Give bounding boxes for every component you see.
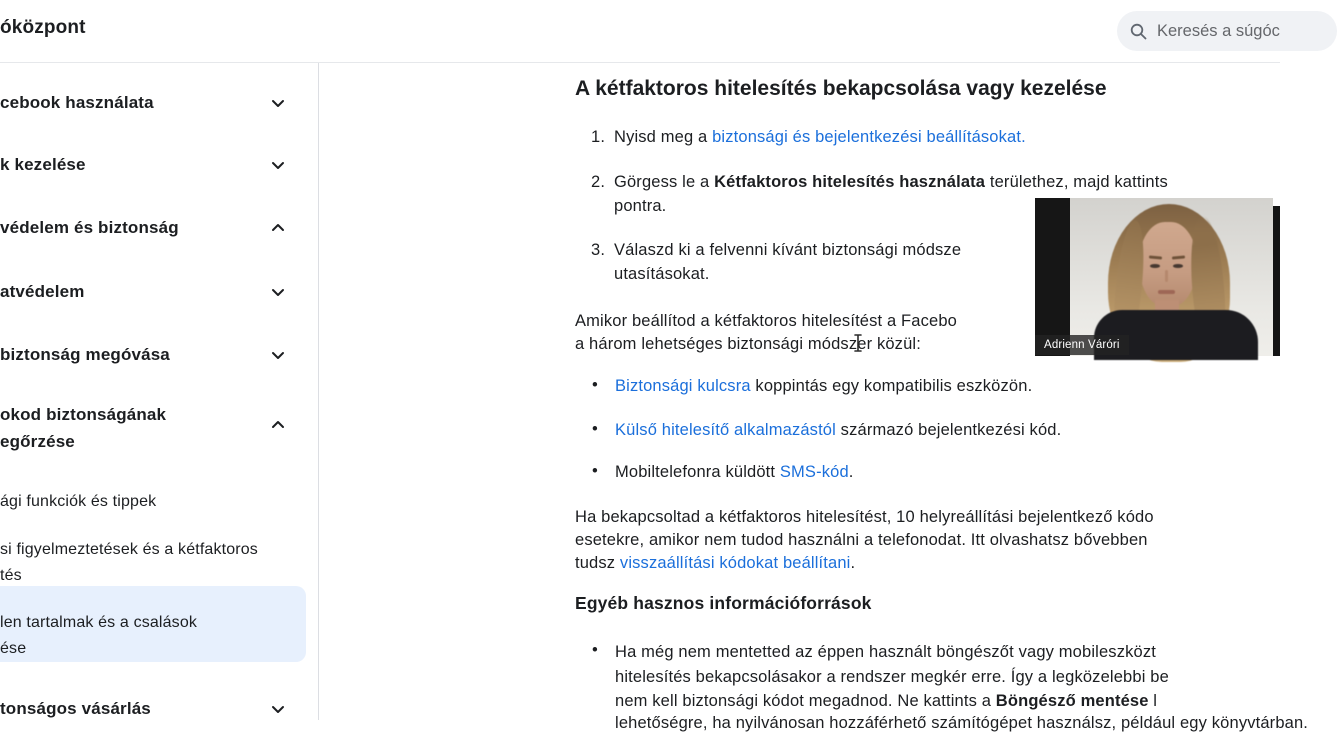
text-segment: területhez, majd kattints [985,173,1168,191]
text-segment: Mobiltelefonra küldött [615,463,780,481]
paragraph [575,506,1154,529]
text-segment: a három lehetséges biztonsági módszer közül: [575,335,921,353]
inline-link[interactable]: visszaállítási kódokat beállítani [619,554,851,572]
chevron-up-icon[interactable] [268,415,288,435]
chevron-down-icon[interactable] [268,282,288,302]
sidebar-item-adatvedelem[interactable]: atvédelem [0,282,85,301]
text-segment: Ha még nem mentetted az éppen használt böngészőt vagy mobileszközt [615,643,1156,661]
text-cursor [852,333,864,353]
bullet-text [615,641,1156,664]
bullet-text [615,461,854,484]
sidebar-item-facebook-hasznalata[interactable]: cebook használata [0,93,154,112]
chevron-down-icon[interactable] [268,93,288,113]
text-segment: . [850,554,856,572]
bullet-dot: • [592,641,598,659]
inline-link[interactable]: Biztonsági kulcsra [615,377,751,395]
bullet-text [615,419,1061,442]
paragraph [575,333,921,356]
text-segment: . [848,463,854,481]
step-number: 2. [591,173,606,191]
step-text [614,126,1026,149]
sidebar-item-biztonsagos-vasarlas[interactable]: tonságos vásárlás [0,699,151,718]
text-segment: nem kell biztonsági kódot megadnod. Ne kattints a [615,692,996,710]
search-input[interactable] [1155,21,1329,42]
paragraph [575,310,957,333]
chevron-down-icon[interactable] [268,155,288,175]
step-number: 3. [591,241,606,259]
step-text [614,195,666,218]
chevron-up-icon[interactable] [268,218,288,238]
text-segment: utasításokat. [614,265,710,283]
participant-name-label: Adrienn Váróri [1035,335,1129,355]
step-number: 1. [591,128,606,146]
sidebar-item-fiokod-biztonsaganak-megorzese[interactable]: okod biztonságának egőrzése [0,405,167,451]
bullet-text [615,666,1169,689]
sidebar-divider [318,62,319,720]
search-box[interactable] [1117,11,1337,51]
text-segment: Kétfaktoros hitelesítés használata [714,173,986,191]
bullet-text [615,375,1032,398]
bullet-dot: • [592,462,598,480]
paragraph [575,529,1148,552]
sidebar-item-biztonsagi-funkciok-es-tippek[interactable]: ági funkciók és tippek [0,493,157,510]
presenter-video-overlay[interactable] [1035,198,1280,356]
top-bar [0,0,1280,63]
text-segment: Ha bekapcsoltad a kétfaktoros hitelesítést, 10 helyreállítási bejelentkező kódo [575,508,1154,526]
section-subheading: Egyéb hasznos információforrások [575,593,872,613]
text-segment: pontra. [614,197,667,215]
step-text [614,171,1168,194]
text-segment: koppintás egy kompatibilis eszközön. [750,377,1033,395]
text-segment: tudsz [575,554,620,572]
sidebar-item-keretlen-tartalmak-es-csalasok[interactable]: len tartalmak és a csalások ése [0,614,198,657]
sidebar-item-fiokok-kezelese[interactable]: k kezelése [0,155,86,174]
bullet-text-clipped [615,712,1309,732]
chevron-down-icon[interactable] [268,345,288,365]
bullet-dot: • [592,420,598,438]
step-text [614,263,710,286]
text-segment: Válaszd ki a felvenni kívánt biztonsági módsze [614,241,962,259]
text-segment: esetekre, amikor nem tudod használni a telefonodat. Itt olvashatsz bővebben [575,531,1148,549]
video-letterbox-right [1273,206,1280,356]
sidebar-item-biztonsag-megovasa[interactable]: biztonság megóvása [0,345,170,364]
text-segment: l [1148,692,1158,710]
video-letterbox-left [1035,198,1070,356]
paragraph [575,552,855,575]
text-segment: hitelesítés bekapcsolásakor a rendszer megkér erre. Így a legközelebbi be [615,668,1169,686]
sidebar [0,62,318,720]
chevron-down-icon[interactable] [268,699,288,719]
sidebar-item-adatvedelem-es-biztonsag[interactable]: védelem és biztonság [0,218,179,237]
inline-link[interactable]: biztonsági és bejelentkezési beállításokat. [712,128,1026,146]
article-title: A kétfaktoros hitelesítés bekapcsolása vagy kezelése [575,77,1107,100]
text-segment: Nyisd meg a [614,128,713,146]
search-icon [1130,23,1147,40]
presenter-portrait [1070,198,1273,356]
step-text [614,239,961,262]
sidebar-item-bejelentkezesi-figyelmeztetesek[interactable]: si figyelmeztetések és a kétfaktoros tés [0,541,258,584]
text-segment: Amikor beállítod a kétfaktoros hitelesítést a Facebo [575,312,957,330]
text-segment: Görgess le a [614,173,715,191]
text-segment: lehetőségre, ha nyilvánosan hozzáférhető számítógépet használsz, például egy könyvtárban. [615,714,1309,732]
bullet-dot: • [592,376,598,394]
text-segment: származó bejelentkezési kód. [835,421,1062,439]
text-segment: Böngésző mentése [995,692,1149,710]
bullet-text [615,690,1157,713]
page-title: óközpont [0,17,86,38]
inline-link[interactable]: Külső hitelesítő alkalmazástól [615,421,836,439]
webcam-frame [1070,198,1273,356]
inline-link[interactable]: SMS-kód [779,463,849,481]
